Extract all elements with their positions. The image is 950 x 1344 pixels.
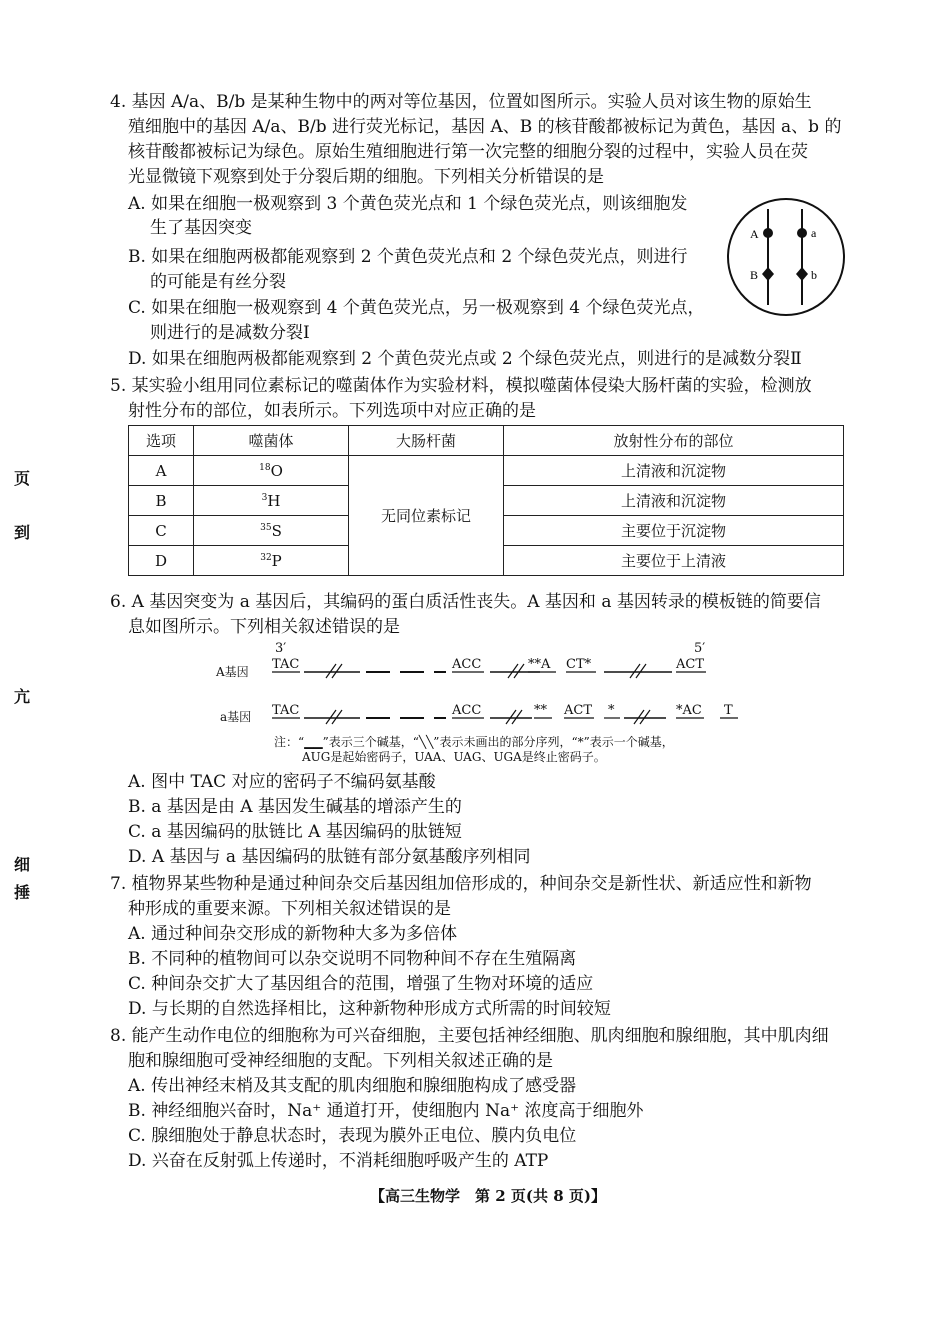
isotope-table [128,425,844,576]
five-prime-label: 5′ [694,641,706,656]
q4-stem-line: 光显微镜下观察到处于分裂后期的细胞。下列相关分析错误的是 [128,167,604,187]
q4-option-c: C. 如果在细胞一极观察到 4 个黄色荧光点，另一极观察到 4 个绿色荧光点， [128,298,705,318]
q5-stem-line: 5. 某实验小组用同位素标记的噬菌体作为实验材料，模拟噬菌体侵染大肠杆菌的实验，检测放 [110,376,812,396]
option-cell: A [129,456,194,486]
locus-a [797,228,807,238]
side-mark: 细 [14,855,31,874]
q4-option-b: B. 如果在细胞两极都能观察到 2 个黄色荧光点和 2 个绿色荧光点，则进行 [128,247,688,267]
location-cell: 上清液和沉淀物 [504,486,844,516]
q7-stem-line: 种形成的重要来源。下列相关叙述错误的是 [128,899,451,919]
side-mark: 亢 [14,687,31,706]
table-header: 放射性分布的部位 [504,426,844,456]
q6-option-b: B. a 基因是由 A 基因发生碱基的增添产生的 [128,797,462,817]
seq-a-acc: ACC [452,703,482,718]
q7-option-d: D. 与长期的自然选择相比，这种新物种形成方式所需的时间较短 [128,999,611,1019]
table-row [129,456,844,486]
q6-option-d: D. A 基因与 a 基因编码的肽链有部分氨基酸序列相同 [128,847,531,867]
q7-option-a: A. 通过种间杂交形成的新物种大多为多倍体 [128,924,458,944]
gap-mark [332,664,342,678]
seq-a-star-ac: *AC [676,703,702,718]
q4-stem-line: 殖细胞中的基因 A/a、B/b 进行荧光标记，基因 A、B 的核苷酸都被标记为黄色，基因 a、b 的 [128,117,842,137]
label-A: A [750,227,759,241]
q6-option-c: C. a 基因编码的肽链比 A 基因编码的肽链短 [128,822,462,842]
q4-option-a-cont: 生了基因突变 [150,218,252,238]
q4-option-d: D. 如果在细胞两极都能观察到 2 个黄色荧光点或 2 个绿色荧光点，则进行的是减数分裂Ⅱ [128,349,802,369]
side-mark: 页 [14,469,31,488]
gene-A-label: A基因 [216,665,249,679]
q8-option-d: D. 兴奋在反射弧上传递时，不消耗细胞呼吸产生的 ATP [128,1151,549,1171]
q6-note-line: AUG是起始密码子，UAA、UAG、UGA是终止密码子。 [302,750,606,764]
q6-option-a: A. 图中 TAC 对应的密码子不编码氨基酸 [128,772,436,792]
seq-A-acc: ACC [452,657,482,672]
seq-a-tac: TAC [272,703,300,718]
option-cell: B [129,486,194,516]
cell-diagram [724,195,848,319]
side-mark: 捶 [14,883,31,902]
option-cell: C [129,516,194,546]
q4-stem-line: 4. 基因 A/a、B/b 是某种生物中的两对等位基因，位置如图所示。实验人员对该生物的原始生 [110,92,812,112]
ecoli-merged-cell: 无同位素标记 [349,456,504,576]
phage-cell: $^3$H [194,486,349,516]
table-header: 噬菌体 [194,426,349,456]
q4-option-a: A. 如果在细胞一极观察到 3 个黄色荧光点和 1 个绿色荧光点，则该细胞发 [128,194,688,214]
gap-mark [326,664,336,678]
locus-b [796,267,808,281]
q8-stem-line: 8. 能产生动作电位的细胞称为可兴奋细胞，主要包括神经细胞、肌肉细胞和腺细胞，其中肌肉细 [110,1026,829,1046]
q5-stem-line: 射性分布的部位，如表所示。下列选项中对应正确的是 [128,401,536,421]
seq-a-act: ACT [564,703,593,718]
table-header-row [129,426,844,456]
q8-option-c: C. 腺细胞处于静息状态时，表现为膜外正电位、膜内负电位 [128,1126,577,1146]
table-header: 大肠杆菌 [349,426,504,456]
side-mark: 到 [14,523,31,542]
q7-option-c: C. 种间杂交扩大了基因组合的范围，增强了生物对环境的适应 [128,974,594,994]
locus-B [762,267,774,281]
q6-note-line: 注：“▁▁”表示三个碱基，“╲╲”表示未画出的部分序列，“*”表示一个碱基， [274,735,674,749]
label-b: b [811,268,817,282]
q8-option-a: A. 传出神经末梢及其支配的肌肉细胞和腺细胞构成了感受器 [128,1076,577,1096]
cell-membrane [728,199,844,315]
locus-A [763,228,773,238]
q6-stem-line: 6. A 基因突变为 a 基因后，其编码的蛋白质活性丧失。A 基因和 a 基因转录的模板链的简要信 [110,592,821,612]
location-cell: 主要位于沉淀物 [504,516,844,546]
q4-option-b-cont: 的可能是有丝分裂 [150,272,286,292]
seq-A-ct-star: CT* [566,657,592,672]
gene-sequence-diagram [210,640,750,730]
seq-a-t: T [724,703,733,718]
table-header: 选项 [129,426,194,456]
location-cell: 主要位于上清液 [504,546,844,576]
gene-a-label: a基因 [220,710,252,724]
page-footer: 【高三生物学 第 2 页(共 8 页)】 [370,1187,606,1205]
phage-cell: $^{35}$S [194,516,349,546]
phage-cell: $^{18}$O [194,456,349,486]
q4-option-c-cont: 则进行的是减数分裂Ⅰ [150,323,310,343]
seq-a-star: * [608,703,615,718]
q4-stem-line: 核苷酸都被标记为绿色。原始生殖细胞进行第一次完整的细胞分裂的过程中，实验人员在荧 [128,142,808,162]
q7-option-b: B. 不同种的植物间可以杂交说明不同物种间不存在生殖隔离 [128,949,577,969]
option-cell: D [129,546,194,576]
q8-stem-line: 胞和腺细胞可受神经细胞的支配。下列相关叙述正确的是 [128,1051,553,1071]
label-a: a [811,226,817,240]
three-prime-label: 3′ [275,641,287,656]
seq-A-act: ACT [676,657,705,672]
location-cell: 上清液和沉淀物 [504,456,844,486]
seq-a-stars: ** [534,703,547,718]
q8-option-b: B. 神经细胞兴奋时，Na⁺ 通道打开，使细胞内 Na⁺ 浓度高于细胞外 [128,1101,644,1121]
label-B: B [750,268,759,282]
seq-A-tac: TAC [272,657,300,672]
q6-stem-line: 息如图所示。下列相关叙述错误的是 [128,617,400,637]
phage-cell: $^{32}$P [194,546,349,576]
seq-A-stars-a: **A [528,657,551,672]
q7-stem-line: 7. 植物界某些物种是通过种间杂交后基因组加倍形成的，种间杂交是新性状、新适应性和新物 [110,874,812,894]
